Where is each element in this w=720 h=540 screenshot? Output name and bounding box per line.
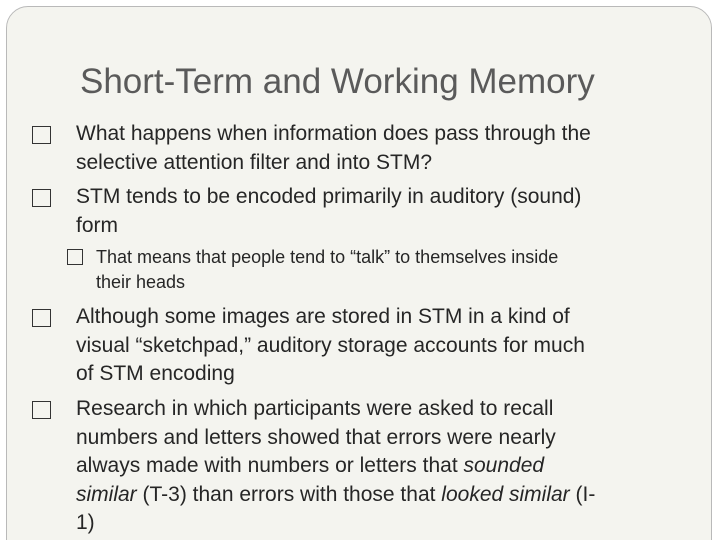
emphasis-text: looked similar <box>441 482 570 506</box>
bullet-item <box>76 183 676 240</box>
bullet-line: selective attention filter and into STM? <box>76 150 433 174</box>
bullet-line: What happens when information does pass through the <box>76 122 591 145</box>
bullet-box-icon <box>32 401 51 419</box>
bullet-box-icon <box>32 126 51 144</box>
bullet-text: always made with numbers or letters that <box>76 454 464 477</box>
bullet-line <box>76 481 676 510</box>
bullet-line: visual “sketchpad,” auditory storage accounts for much <box>76 333 585 357</box>
emphasis-text: sounded <box>463 454 545 477</box>
bullet-box-icon <box>32 309 51 327</box>
bullet-box-icon <box>32 189 51 207</box>
bullet-line: numbers and letters showed that errors were nearly <box>76 425 556 449</box>
sub-bullet-item <box>96 245 672 294</box>
bullet-line <box>76 452 676 481</box>
bullet-line: STM tends to be encoded primarily in auditory (sound) <box>76 185 582 208</box>
bullet-box-icon <box>67 249 83 265</box>
slide-title: Short-Term and Working Memory <box>80 62 595 101</box>
bullet-text: (I- <box>569 482 596 506</box>
bullet-line: That means that people tend to “talk” to themselves inside <box>96 247 559 267</box>
bullet-text: (T-3) than errors with those that <box>136 482 442 506</box>
bullet-line: Although some images are stored in STM in a kind of <box>76 305 570 328</box>
bullet-line: of STM encoding <box>76 362 235 385</box>
bullet-line: Research in which participants were asked to recall <box>76 397 554 420</box>
bullet-item <box>76 395 676 538</box>
bullet-item <box>76 303 676 389</box>
bullet-line: form <box>76 213 118 237</box>
bullet-line: 1) <box>76 511 95 534</box>
bullet-line: their heads <box>96 271 186 292</box>
emphasis-text: similar <box>76 482 137 506</box>
bullet-item <box>76 120 676 177</box>
